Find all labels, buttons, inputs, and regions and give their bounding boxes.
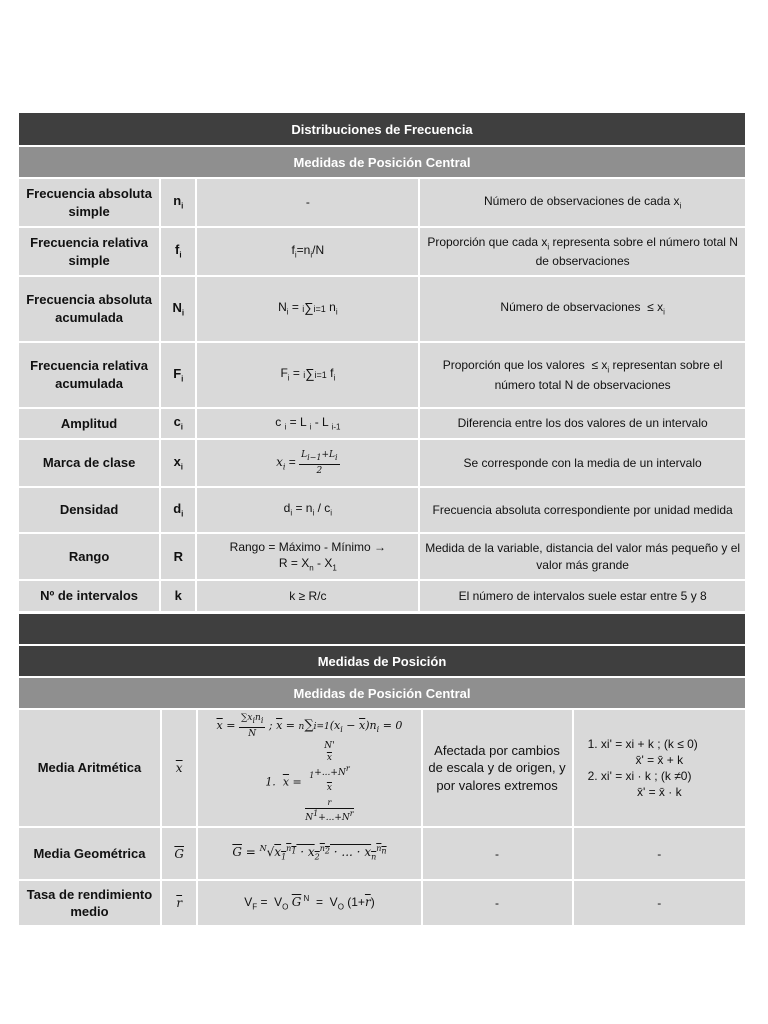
table-row bbox=[19, 228, 745, 275]
property-line: x̄' = x̄ + k bbox=[635, 753, 684, 768]
table-row bbox=[19, 828, 745, 879]
row-note: - bbox=[423, 828, 572, 879]
frequency-table bbox=[17, 177, 747, 613]
row-description: Proporción que cada $x_i$ representa sobre el número total N de observaciones bbox=[420, 228, 745, 275]
table-row bbox=[19, 581, 745, 611]
row-description: El número de intervalos suele estar entre 5 y 8 bbox=[420, 581, 745, 611]
row-formula: $d_i = n_i / c_i$ bbox=[197, 488, 418, 532]
row-description: Medida de la variable, distancia del valor más pequeño y el valor más grande bbox=[420, 534, 745, 579]
row-note: - bbox=[423, 881, 572, 925]
row-symbol: $\overline{x}$ bbox=[162, 710, 196, 826]
row-formula: k ≥ R/c bbox=[197, 581, 418, 611]
table-row bbox=[19, 343, 745, 407]
row-formula: Rango = Máximo - Mínimo → $R = X_n - X_1$ bbox=[197, 534, 418, 579]
table1-subtitle: Medidas de Posición Central bbox=[19, 147, 745, 177]
property-line: 2. xi' = xi · k ; (k ≠0) bbox=[587, 769, 692, 784]
row-symbol: $\overline{r}$ bbox=[162, 881, 196, 925]
row-formula: $\overline{x}$ = $\frac{\sum x_in_i}{N}$ ; $\overline{x} = n\sum i=1(x_i - \overline{x})n_i = 0$ 1. $\overline{x}$ = N' $\overline{x}$ $_1+...+N^r$ $\overline{x}$ $_r$ $N^1+...+N^r$ bbox=[198, 710, 420, 826]
row-description: Número de observaciones de cada $x_i$ bbox=[420, 179, 745, 226]
row-label: Densidad bbox=[19, 488, 159, 532]
row-symbol: $F_i$ bbox=[161, 343, 195, 407]
row-label: Rango bbox=[19, 534, 159, 579]
formula-sheet bbox=[19, 113, 745, 927]
table-row bbox=[19, 488, 745, 532]
table-row bbox=[19, 179, 745, 226]
formula-line: Rango = Máximo - Mínimo → bbox=[229, 539, 387, 554]
row-description: Se corresponde con la media de un intervalo bbox=[420, 440, 745, 486]
row-symbol: $d_i$ bbox=[161, 488, 195, 532]
row-formula: - bbox=[197, 179, 418, 226]
row-note: Afectada por cambios de escala y de origen, y por valores extremos bbox=[423, 710, 572, 826]
row-formula: $x_i$ = $\frac{L_{i-1}+L_i}{2}$ bbox=[197, 440, 418, 486]
table-row bbox=[19, 881, 745, 925]
row-formula: $f_i=n_i/N$ bbox=[197, 228, 418, 275]
row-label: Nº de intervalos bbox=[19, 581, 159, 611]
table2-title: Medidas de Posición bbox=[19, 646, 745, 676]
row-description: Diferencia entre los dos valores de un intervalo bbox=[420, 409, 745, 438]
row-label: Amplitud bbox=[19, 409, 159, 438]
row-formula: $V_F = V_O$ $\overline{G}$ $^N = V_O$ $(1+\overline{r})$ bbox=[198, 881, 420, 925]
row-properties bbox=[574, 710, 745, 826]
row-label: Frecuencia absoluta acumulada bbox=[19, 277, 159, 341]
row-label: Frecuencia absoluta simple bbox=[19, 179, 159, 226]
row-formula: c $_i$ = L $_i$ - L $_{i-1}$ bbox=[197, 409, 418, 438]
row-description: Proporción que los valores ≤ $x_i$ representan sobre el número total N de observaciones bbox=[420, 343, 745, 407]
row-symbol: $\overline{G}$ bbox=[162, 828, 196, 879]
row-label: Frecuencia relativa simple bbox=[19, 228, 159, 275]
row-properties: - bbox=[574, 881, 745, 925]
row-formula: $\overline{G} = ^N√x_1^{n_1} \cdot x_2^{n_2}$ · ... · $x_n^{n_n}$ bbox=[198, 828, 420, 879]
row-description: Frecuencia absoluta correspondiente por unidad medida bbox=[420, 488, 745, 532]
table-row bbox=[19, 534, 745, 579]
table-row bbox=[19, 710, 745, 826]
row-label: Tasa de rendimiento medio bbox=[19, 881, 160, 925]
row-properties: - bbox=[574, 828, 745, 879]
row-symbol: $x_i$ bbox=[161, 440, 195, 486]
property-line: x̄' = x̄ · k bbox=[636, 785, 682, 800]
property-line: 1. xi' = xi + k ; (k ≤ 0) bbox=[587, 736, 698, 751]
row-formula: $F_i = i\sum i=1$ $f_i$ bbox=[197, 343, 418, 407]
position-table bbox=[17, 708, 747, 927]
row-label: Media Geométrica bbox=[19, 828, 160, 879]
table-row bbox=[19, 409, 745, 438]
table1-title: Distribuciones de Frecuencia bbox=[19, 113, 745, 145]
row-label: Frecuencia relativa acumulada bbox=[19, 343, 159, 407]
table-row bbox=[19, 440, 745, 486]
row-symbol: $f_i$ bbox=[161, 228, 195, 275]
row-label: Media Aritmética bbox=[19, 710, 160, 826]
row-description: Número de observaciones ≤ $x_i$ bbox=[420, 277, 745, 341]
table-row bbox=[19, 277, 745, 341]
row-symbol: $n_i$ bbox=[161, 179, 195, 226]
row-symbol: k bbox=[161, 581, 195, 611]
table2-subtitle: Medidas de Posición Central bbox=[19, 678, 745, 708]
row-symbol: R bbox=[161, 534, 195, 579]
row-formula: $N_i = i\sum i=1$ $n_i$ bbox=[197, 277, 418, 341]
spacer-bar bbox=[19, 614, 745, 644]
row-label: Marca de clase bbox=[19, 440, 159, 486]
row-symbol: $c_i$ bbox=[161, 409, 195, 438]
row-symbol: $N_i$ bbox=[161, 277, 195, 341]
